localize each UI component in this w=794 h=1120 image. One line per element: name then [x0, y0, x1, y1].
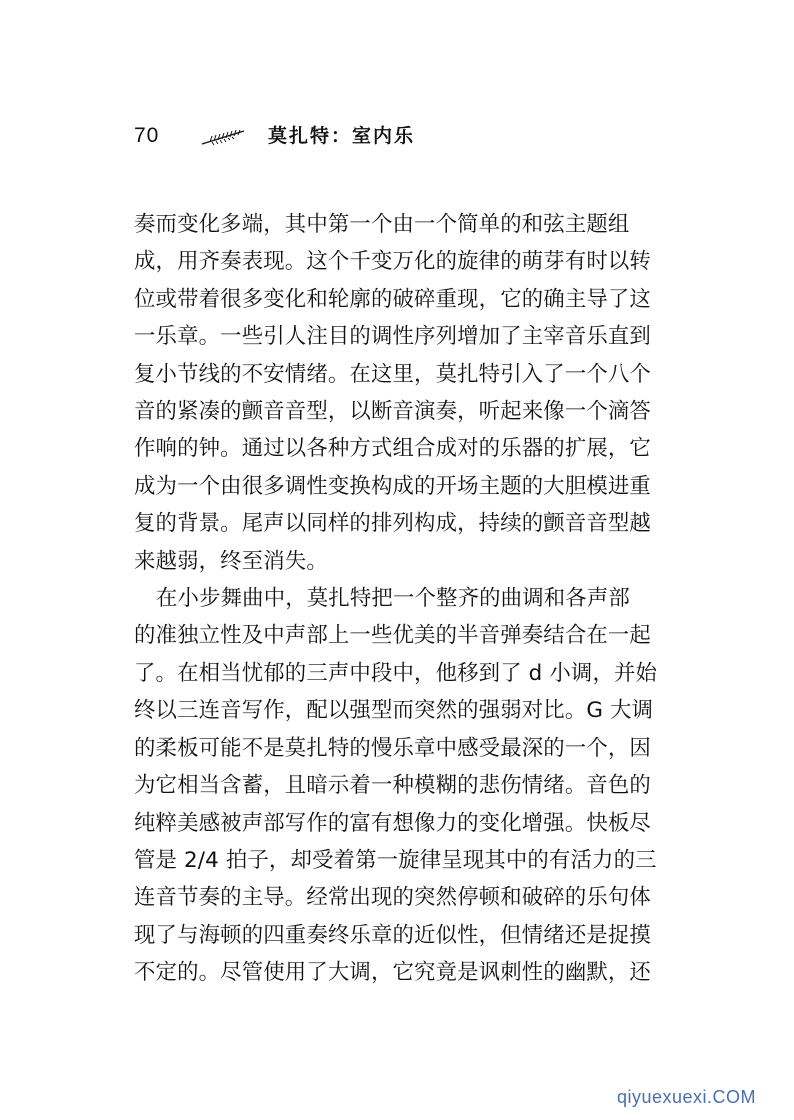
running-title: 莫扎特：室内乐	[268, 125, 416, 147]
text-line: 音的紧凑的颤音音型，以断音演奏，听起来像一个滴答	[134, 399, 651, 425]
body-text	[134, 206, 670, 992]
page-number: 70	[134, 124, 160, 147]
text-line: 的准独立性及中声部上一些优美的半音弹奏结合在一起	[134, 623, 651, 649]
text-line: 复的背景。尾声以同样的排列构成，持续的颤音音型越	[134, 511, 651, 537]
site-watermark: qiyuexuexi.COM	[616, 1087, 756, 1107]
text-line: 一乐章。一些引人注目的调性序列增加了主宰音乐直到	[134, 324, 651, 350]
text-line: 终以三连音写作，配以强型而突然的强弱对比。G 大调	[134, 698, 654, 724]
text-line: 成为一个由很多调性变换构成的开场主题的大胆模进重	[134, 473, 651, 499]
text-line: 作响的钟。通过以各种方式组合成对的乐器的扩展，它	[134, 436, 651, 462]
paragraph-1	[134, 206, 670, 580]
text-line: 的柔板可能不是莫扎特的慢乐章中感受最深的一个，因	[134, 735, 651, 761]
page-header	[134, 118, 534, 154]
text-line: 来越弱，终至消失。	[134, 548, 328, 574]
text-line: 不定的。尽管使用了大调，它究竟是讽刺性的幽默，还	[134, 960, 651, 986]
text-line: 在小步舞曲中，莫扎特把一个整齐的曲调和各声部	[156, 586, 630, 612]
text-line: 了。在相当忧郁的三声中段中，他移到了 d 小调，并始	[134, 660, 658, 686]
text-line: 位或带着很多变化和轮廓的破碎重现，它的确主导了这	[134, 286, 651, 312]
text-line: 纯粹美感被声部写作的富有想像力的变化增强。快板尽	[134, 810, 651, 836]
text-line: 管是 2/4 拍子，却受着第一旋律呈现其中的有活力的三	[134, 847, 657, 873]
text-line: 连音节奏的主导。经常出现的突然停顿和破碎的乐句体	[134, 885, 651, 911]
text-line: 成，用齐奏表现。这个千变万化的旋律的萌芽有时以转	[134, 249, 651, 275]
text-line: 复小节线的不安情绪。在这里，莫扎特引入了一个八个	[134, 361, 651, 387]
paragraph-2	[134, 580, 670, 991]
text-line: 为它相当含蓄，且暗示着一种模糊的悲伤情绪。音色的	[134, 773, 651, 799]
text-line: 奏而变化多端，其中第一个由一个简单的和弦主题组	[134, 212, 630, 237]
feather-quill-icon	[200, 127, 246, 147]
text-line: 现了与海顿的四重奏终乐章的近似性，但情绪还是捉摸	[134, 922, 651, 948]
